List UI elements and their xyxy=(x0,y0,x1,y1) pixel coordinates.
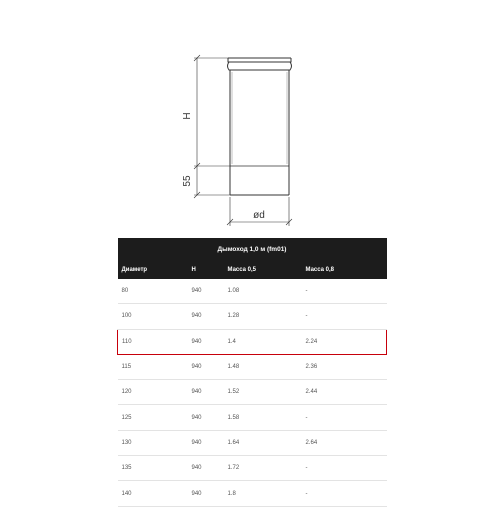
cell-mass-08: - xyxy=(302,279,387,304)
header-mass-08: Масса 0,8 xyxy=(302,260,387,279)
pipe-top-rim xyxy=(228,58,291,62)
table-row xyxy=(118,304,387,329)
table-row xyxy=(118,405,387,430)
cell-mass-08: 2.44 xyxy=(302,380,387,405)
cell-mass-05: 1.08 xyxy=(224,279,302,304)
table-row xyxy=(118,354,387,379)
cell-h: 940 xyxy=(188,430,224,455)
cell-mass-08: - xyxy=(302,456,387,481)
cell-mass-05: 1.28 xyxy=(224,304,302,329)
cell-mass-05: 1.8 xyxy=(224,481,302,506)
pipe-drawing xyxy=(0,0,500,235)
table-row xyxy=(118,279,387,304)
cell-mass-08: - xyxy=(302,405,387,430)
table-title-row xyxy=(118,238,387,260)
header-mass-05: Масса 0,5 xyxy=(224,260,302,279)
table-title: Дымоход 1,0 м (fm01) xyxy=(118,238,387,260)
cell-mass-08: 2.24 xyxy=(302,329,387,354)
cell-h: 940 xyxy=(188,380,224,405)
table-header-row xyxy=(118,260,387,279)
cell-diameter: 130 xyxy=(118,430,188,455)
dim-label-height: H xyxy=(182,112,193,120)
dim-label-diameter: ød xyxy=(253,210,265,221)
cell-h: 940 xyxy=(188,481,224,506)
dim-label-socket: 55 xyxy=(182,175,193,187)
cell-mass-05: 1.64 xyxy=(224,430,302,455)
cell-mass-08: 2.64 xyxy=(302,430,387,455)
cell-h: 940 xyxy=(188,405,224,430)
spec-table xyxy=(117,238,387,507)
cell-diameter: 80 xyxy=(118,279,188,304)
table-row xyxy=(118,456,387,481)
header-h: H xyxy=(188,260,224,279)
table-row xyxy=(118,430,387,455)
cell-h: 940 xyxy=(188,329,224,354)
cell-mass-05: 1.4 xyxy=(224,329,302,354)
cell-mass-05: 1.48 xyxy=(224,354,302,379)
cell-mass-05: 1.72 xyxy=(224,456,302,481)
cell-h: 940 xyxy=(188,279,224,304)
cell-diameter: 125 xyxy=(118,405,188,430)
table-row xyxy=(118,481,387,506)
cell-diameter: 110 xyxy=(118,329,188,354)
cell-mass-05: 1.58 xyxy=(224,405,302,430)
cell-mass-08: - xyxy=(302,481,387,506)
cell-mass-05: 1.52 xyxy=(224,380,302,405)
cell-h: 940 xyxy=(188,304,224,329)
cell-mass-08: 2.36 xyxy=(302,354,387,379)
cell-diameter: 120 xyxy=(118,380,188,405)
cell-diameter: 135 xyxy=(118,456,188,481)
cell-diameter: 100 xyxy=(118,304,188,329)
cell-mass-08: - xyxy=(302,304,387,329)
table-row xyxy=(118,329,387,354)
cell-h: 940 xyxy=(188,456,224,481)
pipe-bead xyxy=(228,62,292,70)
header-diameter: Диаметр xyxy=(118,260,188,279)
cell-h: 940 xyxy=(188,354,224,379)
cell-diameter: 115 xyxy=(118,354,188,379)
cell-diameter: 140 xyxy=(118,481,188,506)
table-row xyxy=(118,380,387,405)
